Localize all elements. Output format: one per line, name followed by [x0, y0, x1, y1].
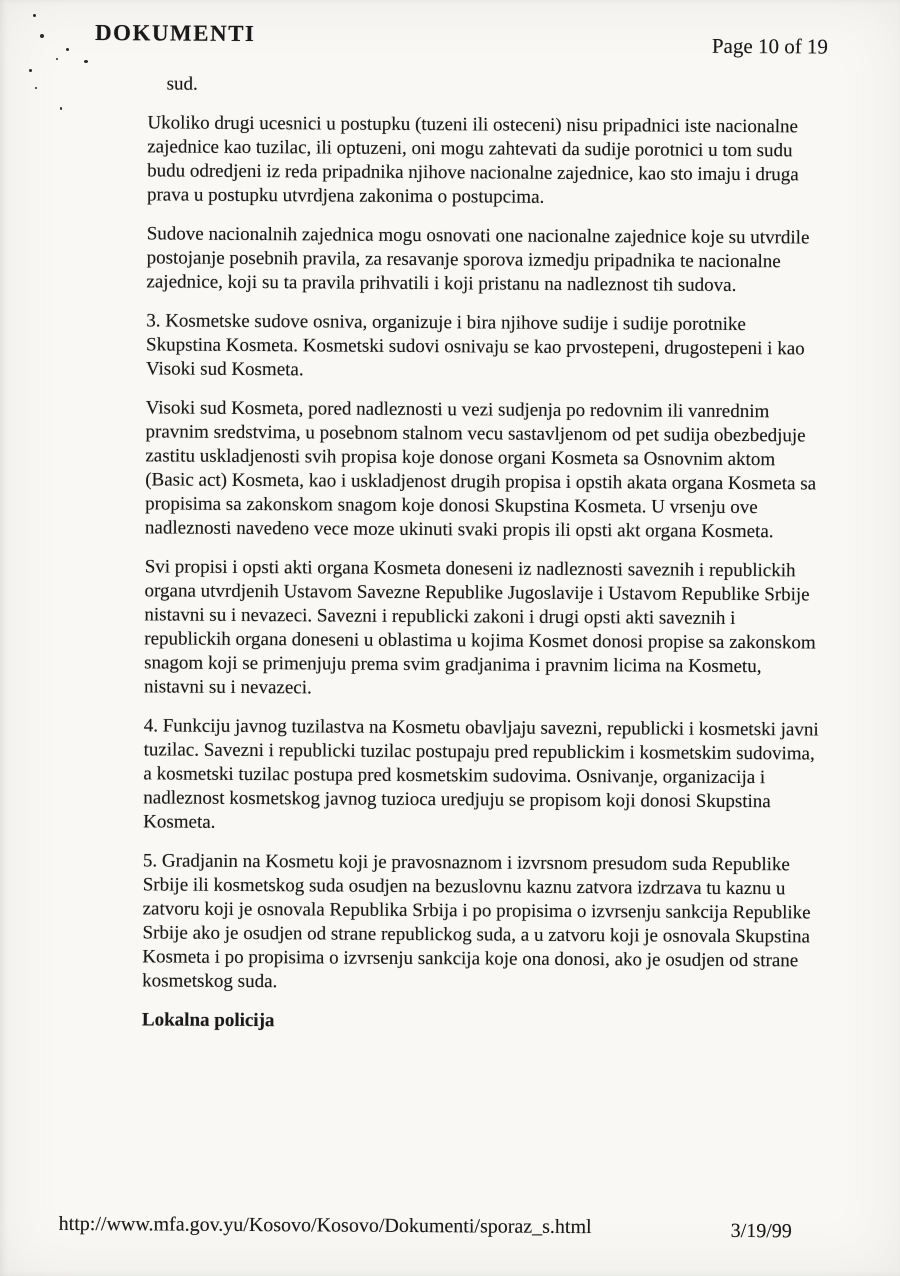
paragraph-sudove: Sudove nacionalnih zajednica mogu osnovati one nacionalne zajednice koje su utvrdile postojanje posebnih pravila, za resavanje sporova izmedju pripadnika te nacionalne zajednice, koji su ta pravila prihvatili i koji pristanu na nadleznost tih sudova.	[146, 223, 810, 296]
scan-speck	[33, 14, 36, 17]
section-heading: Lokalna policija	[141, 1009, 275, 1032]
footer-date: 3/19/99	[730, 1219, 792, 1243]
scan-speck	[35, 87, 37, 89]
paragraph-item-3: 3. Kosmetske sudove osniva, organizuje i bira njihove sudije i sudije porotnike Skupstina Kosmeta. Kosmetski sudovi osnivaju se kao prvostepeni, drugostepeni i kao Visoki sud Kosmeta.	[145, 310, 805, 381]
scan-speck	[29, 69, 32, 72]
document-header-label: DOKUMENTI	[94, 20, 256, 47]
scan-speck	[40, 34, 44, 38]
scan-speck	[56, 58, 58, 60]
scan-speck	[60, 107, 62, 110]
paragraph-item-5: 5. Gradjanin na Kosmetu koji je pravosnaznom i izvrsnom presudom suda Republike Srbije ili kosmetskog suda osudjen na bezuslovnu kaznu zatvora izdrzava tu kaznu u zatvoru koji je osnovala Republika Srbija i po propisima o izvrsenju sankcija Republike Srbije ako je osudjen od strane republickog suda, a u zatvoru koji je osnovala Skupstina Kosmeta i po propisima o izvrsenju sankcija koje ona donosi, ako je osudjen od strane kosmetskog suda.	[142, 850, 811, 993]
scan-speck	[84, 60, 88, 63]
footer-url: http://www.mfa.gov.yu/Kosovo/Kosovo/Dokumenti/sporaz_s.html	[58, 1212, 592, 1239]
paragraph-sud: sud.	[166, 73, 198, 95]
document-body	[142, 72, 824, 1051]
paragraph-ukoliko: Ukoliko drugi ucesnici u postupku (tuzeni ili osteceni) nisu pripadnici iste nacionalne zajednice kao tuzilac, ili optuzeni, oni mogu zahtevati da sudije porotnici u tom sudu budu odredjeni iz reda pripadnika njihove nacionalne zajednice, kao sto imaju i druga prava u postupku utvrdjena zakonima o postupcima.	[146, 112, 799, 208]
paragraph-svi-propisi: Svi propisi i opsti akti organa Kosmeta doneseni iz nadleznosti saveznih i republickih organa utvrdjenih Ustavom Savezne Republike Jugoslavije i Ustavom Republike Srbije nistavni su i nevazeci. Savezni i republicki zakoni i drugi opsti akti saveznih i republickih organa doneseni u oblastima u kojima Kosmet donosi propise sa zakonskom snagom koji se primenjuju prema svim gradjanima i pravnim licima na Kosmetu, nistavni su i nevazeci.	[143, 556, 816, 699]
paragraph-visoki-sud: Visoki sud Kosmeta, pored nadleznosti u vezi sudjenja po redovnim ili vanrednim pravnim sredstvima, u posebnom stalnom vecu sastavljenom od pet sudija obezbedjuje zastitu uskladjenosti svih propisa koje donose organi Kosmeta sa Osnovnim aktom (Basic act) Kosmeta, kao i uskladjenost drugih propisa i opstih akata organa Kosmeta sa propisima sa zakonskom snagom koje donosi Skupstina Kosmeta. U vrsenju ove nadleznosti navedeno vece moze ukinuti svaki propis ili opsti akt organa Kosmeta.	[144, 397, 817, 543]
page-indicator: Page 10 of 19	[711, 33, 829, 59]
scan-speck	[66, 48, 69, 51]
paragraph-item-4: 4. Funkciju javnog tuzilastva na Kosmetu obavljaju savezni, republicki i kosmetski javni tuzilac. Savezni i republicki tuzilac postupaju pred republickim i kosmetskim sudovima, a kosmetski tuzilac postupa pred kosmetskim sudovima. Osnivanje, organizacija i nadleznost kosmetskog javnog tuzioca uredjuju se propisom koji donosi Skupstina Kosmeta.	[143, 715, 819, 833]
